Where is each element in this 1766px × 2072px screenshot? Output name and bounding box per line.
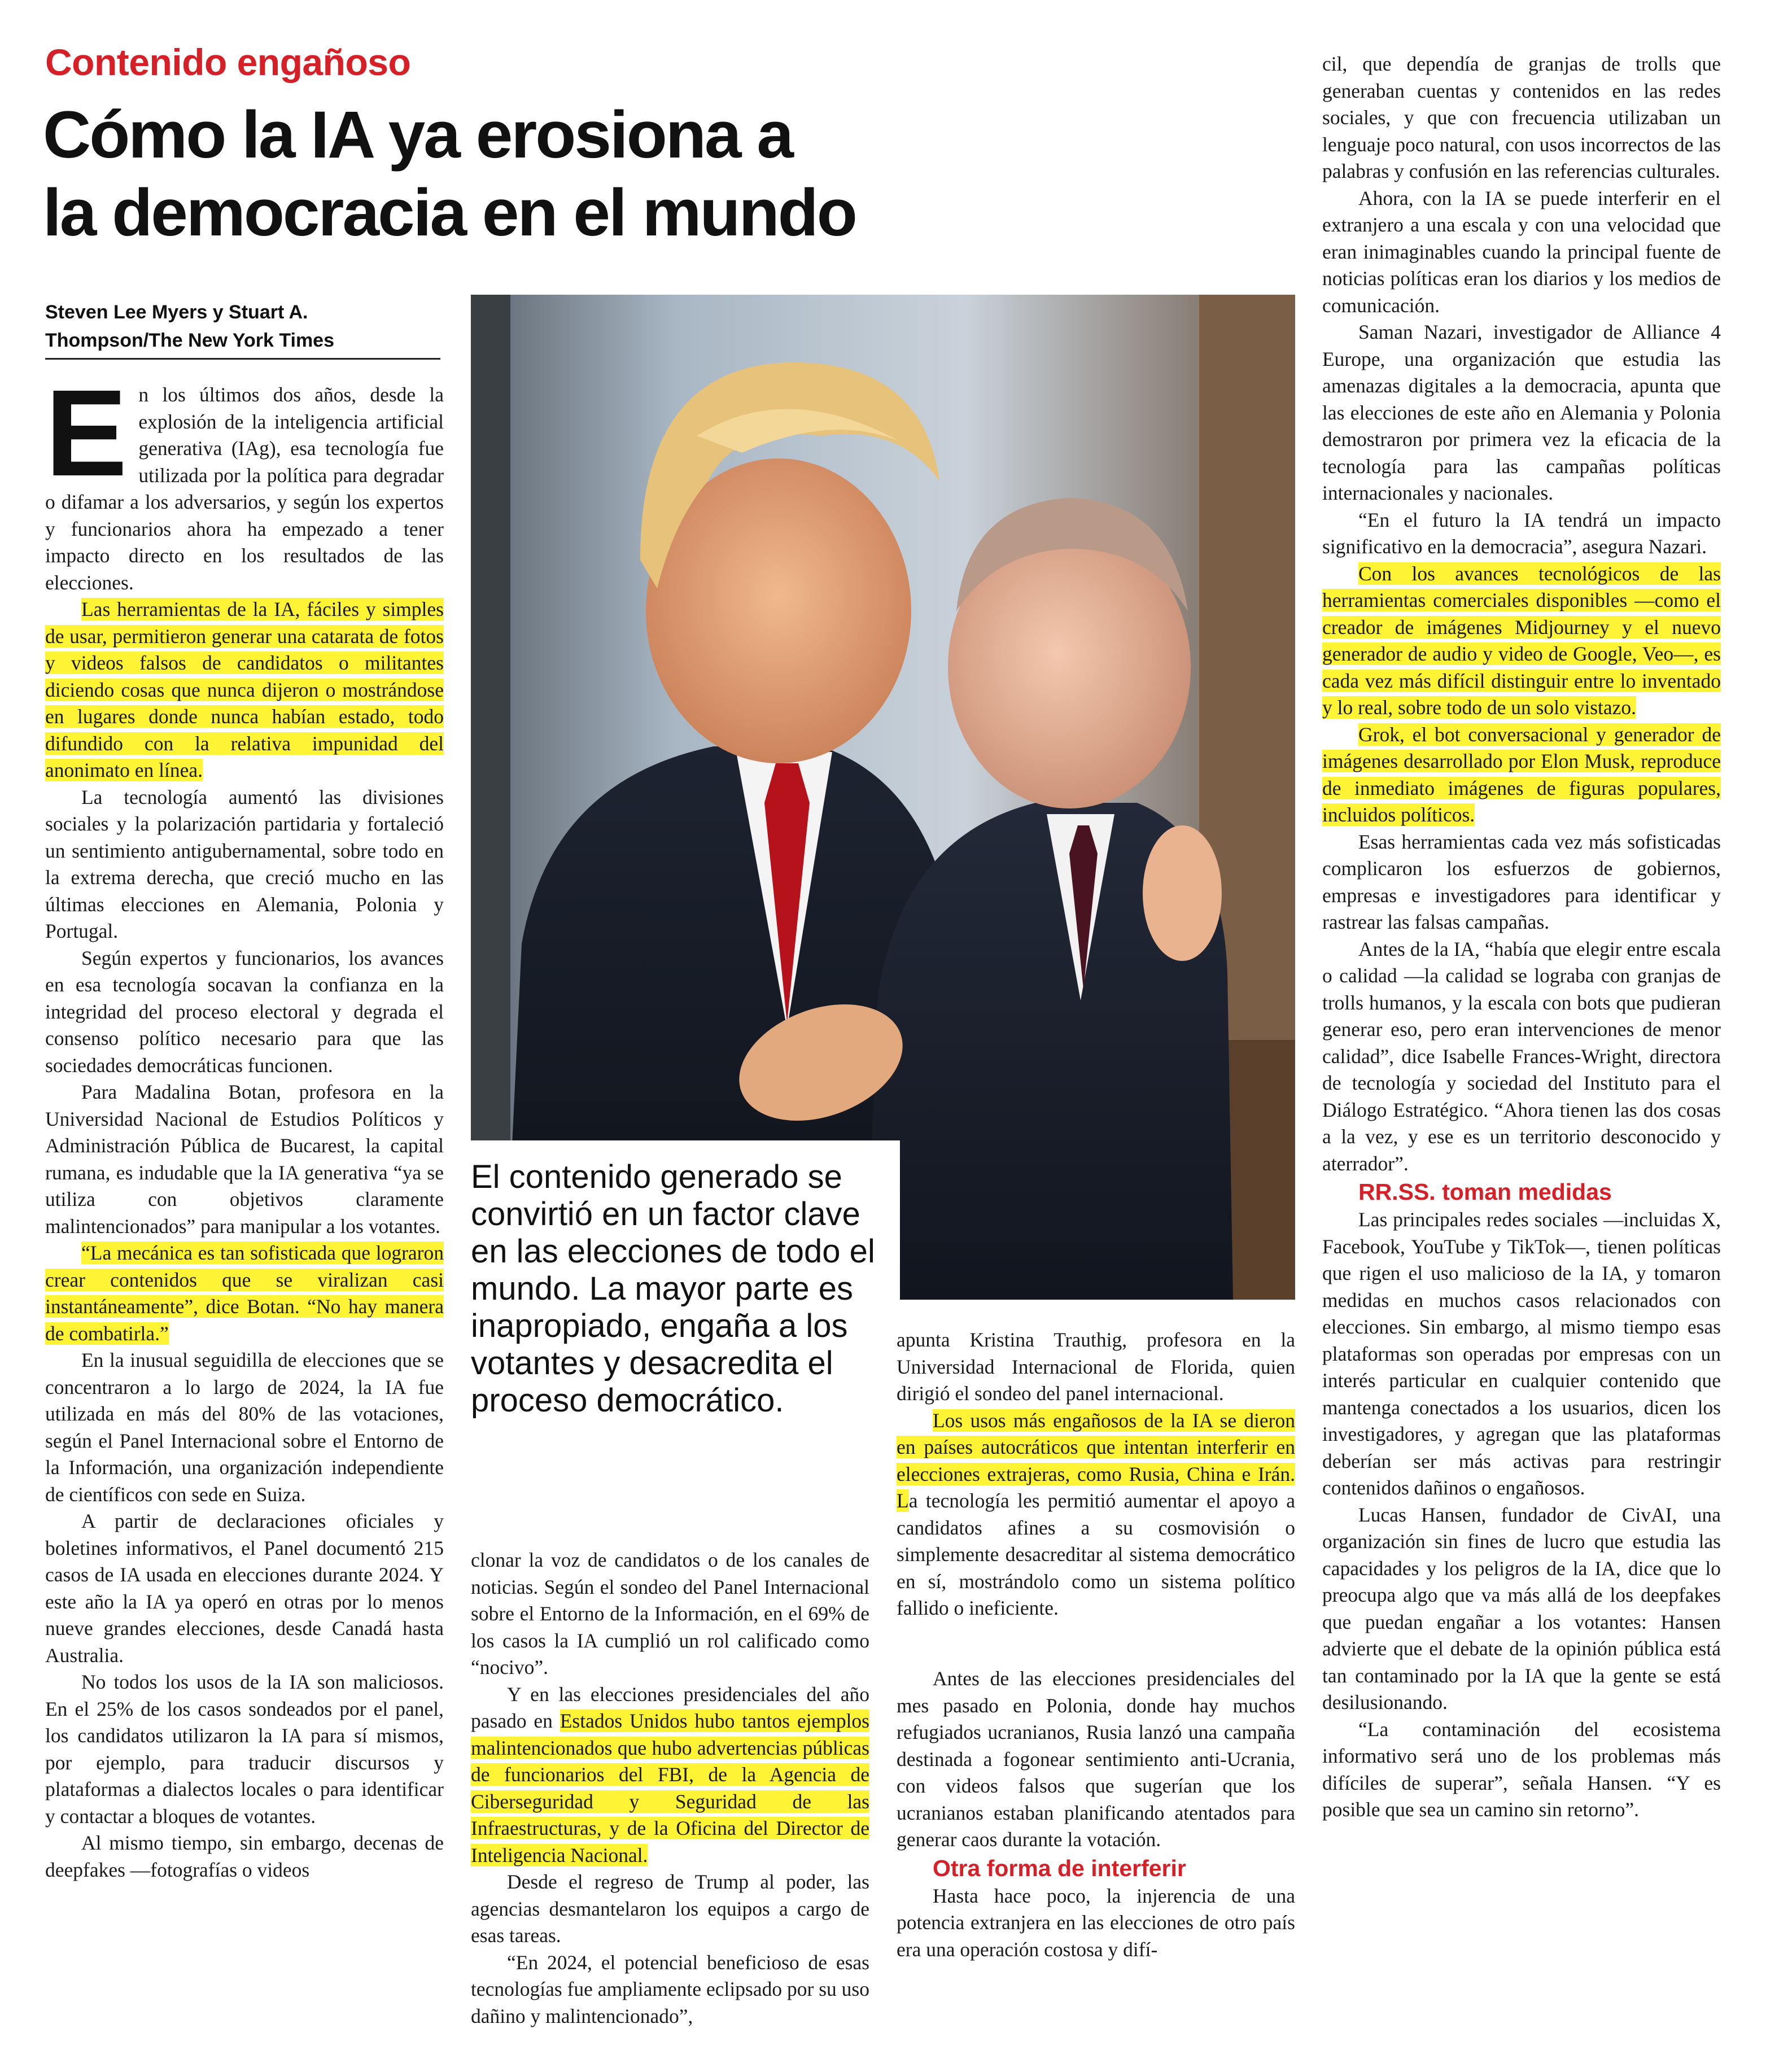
paragraph: cil, que dependía de granjas de trolls que generaban cuentas y contenidos en las redes sociales, y que con frecuencia utilizaban un lenguaje poco natural, con usos incorrectos de las palabras y confusión en las referencias culturales.: [1322, 53, 1721, 182]
drop-cap: E: [45, 382, 128, 502]
paragraph: Las principales redes sociales —incluidas X, Facebook, YouTube y TikTok—, tienen políticas que rigen el uso malicioso de la IA, y tomaron medidas en muchos casos relacionados con elecciones. Sin embargo, al mismo tiempo esas plataformas son operadas por empresas con un interés particular en cualquier contenido que mantenga conectados a los usuarios, dicen los investigadores, y agregan que las plataformas deberían ser más activas para restringir contenidos dañinos o engañosos.: [1322, 1208, 1721, 1499]
highlighted-text: Grok, el bot conversacional y generador de imágenes desarrollado por Elon Musk, reproduce de inmediato imágenes de figuras populares, incluidos políticos.: [1322, 723, 1721, 826]
headline-line-2: la democracia en el mundo: [43, 176, 856, 250]
paragraph: Según expertos y funcionarios, los avances en esa tecnología socavan la confianza en la integridad del proceso electoral y degrada el consenso político necesario para que las sociedades democráticas funcionen.: [45, 946, 444, 1077]
article-column-2: [471, 1547, 869, 2049]
paragraph: Para Madalina Botan, profesora en la Universidad Nacional de Estudios Políticos y Administración Pública de Bucarest, la capital rumana, es indudable que la IA generativa “ya se utiliza con objetivos claramente malintencionados” para manipular a los votantes.: [45, 1081, 444, 1238]
paragraph: En la inusual seguidilla de elecciones que se concentraron a lo largo de 2024, la IA fue utilizada en más del 80% de las votaciones, según el Panel Internacional sobre el Entorno de la Información, una organización independiente de científicos con sede en Suiza.: [45, 1349, 444, 1506]
paragraph-text: a tecnología les permitió aumentar el apoyo a candidatos afines a su cosmovisión o simplemente desacreditar al sistema democrático en sí, mostrándolo como un sistema político fallido o ineficiente.: [897, 1489, 1295, 1619]
paragraph: Al mismo tiempo, sin embargo, decenas de deepfakes —fotografías o videos: [45, 1831, 444, 1881]
highlighted-text: Los usos más engañosos de la IA se dieron en países autocráticos que intentan interferir en elecciones extrajeras, como Rusia, China e Irán. L: [897, 1409, 1295, 1512]
paragraph: [1322, 561, 1721, 722]
section-subhead: Otra forma de interferir: [933, 1855, 1186, 1881]
paragraph: Desde el regreso de Trump al poder, las agencias desmantelaron los equipos a cargo de esas tareas.: [471, 1870, 869, 1947]
paragraph: A partir de declaraciones oficiales y boletines informativos, el Panel documentó 215 casos de IA usada en elecciones durante 2024. Y este año la IA ya operó en otras por lo menos nueve grandes elecciones, desde Canadá hasta Australia.: [45, 1510, 444, 1667]
article-column-4: [1322, 51, 1721, 2049]
paragraph: Lucas Hansen, fundador de CivAI, una organización sin fines de lucro que estudia las capacidades y los peligros de la IA, dice que lo preocupa algo que va más allá de los deepfakes que puedan engañar a los votantes: Hansen advierte que el debate de la opinión pública está tan contaminado por la IA que la gente se está desilusionando.: [1322, 1503, 1721, 1713]
paragraph-text: n los últimos dos años, desde la explosión de la inteligencia artificial generativa (IAg), esa tecnología fue utilizada por la política para degradar o difamar a los adversarios, y según los expertos y funcionarios ahora ha empezado a tener impacto directo en los resultados de las elecciones.: [45, 383, 444, 594]
paragraph: [45, 382, 444, 596]
highlighted-text: Estados Unidos hubo tantos ejemplos malintencionados que hubo advertencias públicas de funcionarios del FBI, de la Agencia de Ciberseguridad y Seguridad de las Infraestructuras, y de la Oficina del Director de Inteligencia Nacional.: [471, 1710, 869, 1866]
paragraph: “En 2024, el potencial beneficioso de esas tecnologías fue ampliamente eclipsado por su uso dañino y malintencionado”,: [471, 1951, 869, 2027]
byline-line-1: Steven Lee Myers y Stuart A.: [45, 301, 308, 323]
byline: [45, 298, 440, 360]
highlighted-text: “La mecánica es tan sofisticada que lograron crear contenidos que se viralizan casi instantáneamente”, dice Botan. “No hay manera de combatirla.”: [45, 1242, 444, 1345]
paragraph: [45, 1240, 444, 1347]
paragraph: [45, 596, 444, 784]
article-column-1: [45, 382, 444, 2047]
paragraph: La tecnología aumentó las divisiones sociales y la polarización partidaria y fortaleció un sentimiento antigubernamental, sobre todo en la extrema derecha, que creció mucho en las últimas elecciones en Alemania, Polonia y Portugal.: [45, 785, 444, 942]
pullquote: El contenido generado se convirtió en un factor clave en las elecciones de todo el mundo. La mayor parte es inapropiado, engaña a los votantes y desacredita el proceso democrático.: [471, 1159, 875, 1419]
headline-line-1: Cómo la IA ya erosiona a: [43, 98, 792, 172]
paragraph: apunta Kristina Trauthig, profesora en la Universidad Internacional de Florida, quien dirigió el sondeo del panel internacional.: [897, 1328, 1295, 1405]
paragraph: Saman Nazari, investigador de Alliance 4 Europe, una organización que estudia las amenazas digitales a la democracia, apunta que las elecciones de este año en Alemania y Polonia demostraron por primera vez la eficacia de la tecnología para las campañas políticas internacionales y nacionales.: [1322, 321, 1721, 504]
paragraph: No todos los usos de la IA son maliciosos. En el 25% de los casos sondeados por el panel, los candidatos utilizaron la IA para sí mismos, por ejemplo, para traducir discursos y plataformas a dialectos locales o para identificar y contactar a bloques de votantes.: [45, 1671, 444, 1828]
highlighted-text: Las herramientas de la IA, fáciles y simples de usar, permitieron generar una catarata de fotos y videos falsos de candidatos o militantes diciendo cosas que nunca dijeron o mostrándose en lugares donde nunca habían estado, todo difundido con la relativa impunidad del anonimato en línea.: [45, 598, 444, 781]
article-column-3-bottom: [897, 1666, 1295, 2049]
paragraph: “En el futuro la IA tendrá un impacto significativo en la democracia”, asegura Nazari.: [1322, 508, 1721, 558]
article-headline: [43, 96, 1285, 252]
section-kicker: Contenido engañoso: [45, 41, 411, 83]
paragraph: Esas herramientas cada vez más sofisticadas complicaron los esfuerzos de gobiernos, empresas e investigadores para identificar y rastrear las falsas campañas.: [1322, 830, 1721, 933]
paragraph: Hasta hace poco, la injerencia de una potencia extranjera en las elecciones de otro país era una operación costosa y difí-: [897, 1884, 1295, 1961]
paragraph: Ahora, con la IA se puede interferir en el extranjero a una escala y con una velocidad que eran inimaginables cuando la principal fuente de noticias políticas eran los diarios y los medios de comunicación.: [1322, 186, 1721, 317]
byline-line-2: Thompson/The New York Times: [45, 330, 334, 351]
paragraph: Antes de la IA, “había que elegir entre escala o calidad —la calidad se lograba con granjas de trolls humanos, y la escala con bots que pudieran generar eso, pero eran intervenciones de menor calidad”, dice Isabelle Frances-Wright, directora de tecnología y sociedad del Instituto para el Diálogo Estratégico. “Ahora tienen las dos cosas a la vez, y ese es un territorio desconocido y aterrador”.: [1322, 937, 1721, 1175]
paragraph: [1322, 722, 1721, 829]
paragraph: [897, 1407, 1295, 1622]
article-column-3-top: [897, 1327, 1295, 1666]
paragraph-text: Y en las elecciones presidenciales del año pasado en: [471, 1682, 869, 1732]
paragraph: “La contaminación del ecosistema informativo será uno de los problemas más difíciles de superar”, señala Hansen. “Y es posible que sea un camino sin retorno”.: [1322, 1717, 1721, 1821]
paragraph: Antes de las elecciones presidenciales del mes pasado en Polonia, donde hay muchos refugiados ucranianos, Rusia lanzó una campaña destinada a fogonear sentimiento anti-Ucrania, con videos falsos que sugerían que los ucranianos estaban planificando atentados para generar caos durante la votación.: [897, 1667, 1295, 1851]
highlighted-text: Con los avances tecnológicos de las herramientas comerciales disponibles —como el creador de imágenes Midjourney y el nuevo generador de audio y video de Google, Veo—, es cada vez más difícil distinguir entre lo inventado y lo real, sobre todo de un solo vistazo.: [1322, 562, 1721, 719]
section-subhead: RR.SS. toman medidas: [1358, 1179, 1612, 1205]
paragraph: [471, 1681, 869, 1869]
paragraph: clonar la voz de candidatos o de los canales de noticias. Según el sondeo del Panel Internacional sobre el Entorno de la Información, en el 69% de los casos la IA cumplió un rol calificado como “nocivo”.: [471, 1549, 869, 1678]
